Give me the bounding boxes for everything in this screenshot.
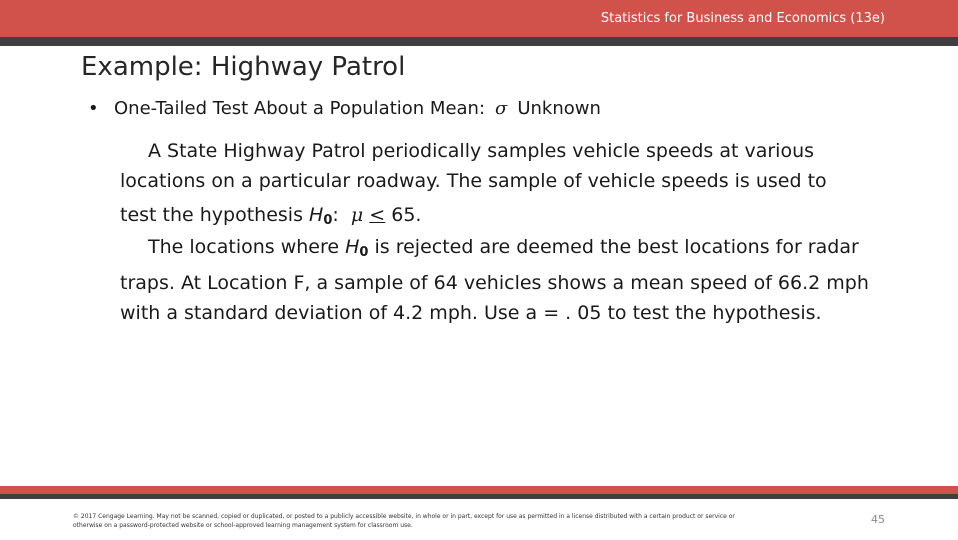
bullet-text-suffix: Unknown <box>517 98 601 119</box>
paragraph-two-line-1 <box>120 232 869 268</box>
hypothesis-h-sub: 0 <box>323 213 333 228</box>
sigma-symbol: σ <box>495 98 508 119</box>
leq-symbol: < <box>369 204 386 226</box>
copyright-line-2: otherwise on a password-protected website or school-approved learning management system for classroom use. <box>73 522 413 529</box>
paragraph-one-line-2: locations on a particular roadway. The sample of vehicle speeds is used to <box>120 170 827 192</box>
hypothesis-value: 65. <box>385 204 422 226</box>
bullet-text-prefix: One-Tailed Test About a Population Mean: <box>114 98 486 119</box>
mu-symbol: μ <box>350 204 364 226</box>
paragraph-two-line-2: traps. At Location F, a sample of 64 vehicles shows a mean speed of 66.2 mph <box>120 272 869 294</box>
paragraph-one-line-1-text: A State Highway Patrol periodically samples vehicle speeds at various <box>148 140 815 162</box>
hypothesis-h: H <box>309 204 324 226</box>
footer-shadow-bar <box>0 494 958 499</box>
copyright-line-1: © 2017 Cengage Learning. May not be scanned, copied or duplicated, or posted to a publicly accessible website, in whole or in part, except for use as permitted in a license distributed with a certain product or service or <box>73 513 735 520</box>
slide-title: Example: Highway Patrol <box>81 52 406 82</box>
hypothesis-colon: : <box>332 204 351 226</box>
paragraph-two-h-sub: 0 <box>359 245 369 260</box>
paragraph-two-prefix: The locations where <box>148 236 346 258</box>
hypothesis-prefix: test the hypothesis <box>120 204 310 226</box>
copyright-notice <box>73 512 803 530</box>
header-shadow-bar <box>0 37 958 46</box>
paragraph-two-line-3: with a standard deviation of 4.2 mph. Use a = . 05 to test the hypothesis. <box>120 302 822 324</box>
paragraph-two <box>120 232 869 328</box>
footer-bar <box>0 486 958 494</box>
header-course-title: Statistics for Business and Economics (13e) <box>600 11 885 26</box>
paragraph-two-suffix: is rejected are deemed the best locations for radar <box>368 236 859 258</box>
bullet-dot-icon: • <box>88 98 99 119</box>
paragraph-one-line-1 <box>120 136 827 166</box>
page-number: 45 <box>871 513 885 526</box>
paragraph-one <box>120 136 827 236</box>
paragraph-two-h: H <box>345 236 360 258</box>
bullet-item <box>88 98 601 119</box>
paragraph-one-line-3 <box>120 200 827 236</box>
